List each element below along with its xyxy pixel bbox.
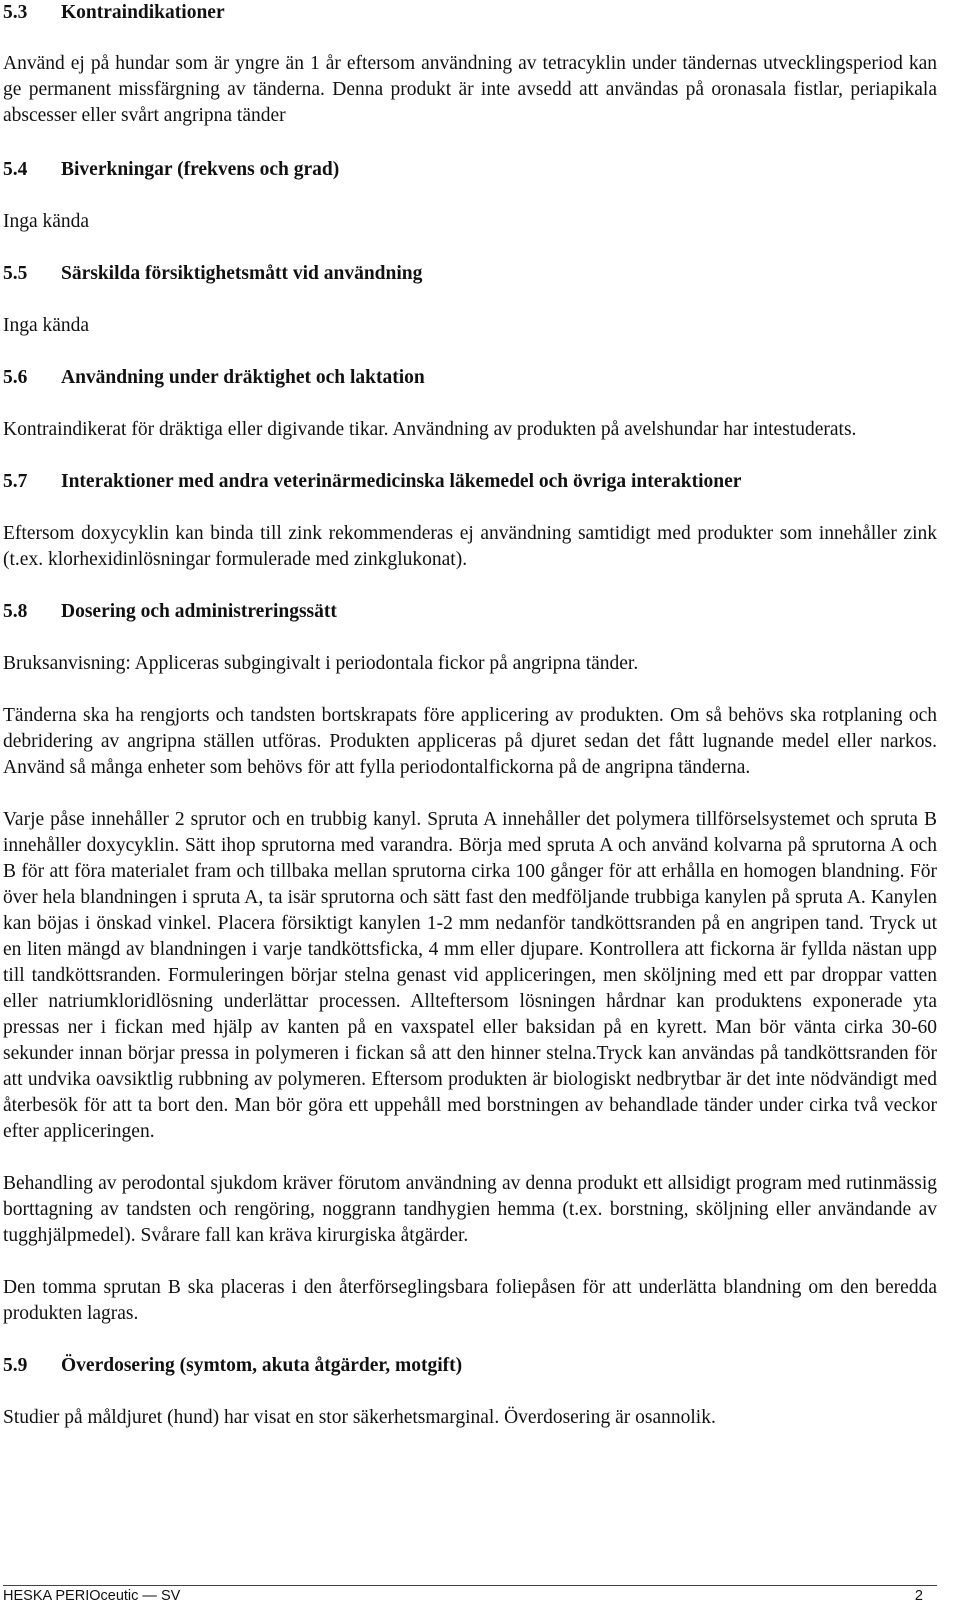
paragraph: Den tomma sprutan B ska placeras i den återförseglingsbara foliepåsen för att underlätta blandning om den beredda produkten lagras. — [3, 1277, 937, 1324]
paragraph: Varje påse innehåller 2 sprutor och en trubbig kanyl. Spruta A innehåller det polymera tillförselsystemet och spruta B innehåller doxycyklin. Sätt ihop sprutorna med varandra. Börja med spruta A och använd kolvarna på sprutorna A och B för att föra materialet fram och tillbaka mellan sprutorna cirka 100 gånger för att erhålla en homogen blandning. För över hela blandningen i spruta A, ta isär sprutorna och sätt fast den medföljande trubbiga kanylen på spruta A. Kanylen kan böjas i önskad vinkel. Placera försiktigt kanylen 1-2 mm nedanför tandköttsranden på en angripen tand. Tryck ut en liten mängd av blandningen i varje tandköttsficka, 4 mm eller djupare. Kontrollera att fickorna är fyllda nästan upp till tandköttsranden. Formuleringen börjar stelna genast vid appliceringen, men sköljning med ett par droppar vatten eller natriumkloridlösning underlättar processen. Allteftersom lösningen hårdnar kan produktens exponerade yta pressas ner i fickan med hjälp av kanten på en vaxspatel eller baksidan på en kyrett. Man bör vänta cirka 30-60 sekunder innan börjar pressa in polymeren i fickan så att den hinner stelna.Tryck kan användas på tandköttsranden för att undvika oavsiktlig rubbning av polymeren. Eftersom produkten är biologiskt nedbrytbar är det inte nödvändigt med återbesök för att ta bort den. Man bör göra ett uppehåll med borstningen av behandlade tänder under cirka två veckor efter appliceringen. — [3, 809, 937, 1142]
section-title: Särskilda försiktighetsmått vid användning — [61, 263, 423, 284]
section-number: 5.7 — [3, 471, 28, 492]
section-number: 5.5 — [3, 263, 28, 284]
section-heading-5-6 — [3, 365, 937, 391]
paragraph: Behandling av perodontal sjukdom kräver förutom användning av denna produkt ett allsidigt program med rutinmässig borttagning av tandsten och rengöring, noggrann tandhygien hemma (t.ex. borstning, sköljning eller användande av tugghjälpmedel). Svårare fall kan kräva kirurgiska åtgärder. — [3, 1173, 937, 1246]
paragraph: Inga kända — [3, 315, 90, 336]
paragraph: Tänderna ska ha rengjorts och tandsten bortskrapats före applicering av produkten. Om så behövs ska rotplaning och debridering av angripna ställen utföras. Produkten appliceras på djuret sedan det fått lugnande medel eller narkos. Använd så många enheter som behövs för att fylla periodontalfickorna på de angripna tänderna. — [3, 705, 937, 778]
paragraph: Inga kända — [3, 211, 90, 232]
section-heading-5-9 — [3, 1353, 937, 1379]
paragraph: Kontraindikerat för dräktiga eller digivande tikar. Användning av produkten på avelshundar har intestuderats. — [3, 419, 857, 440]
section-title: Användning under dräktighet och laktation — [61, 367, 425, 388]
paragraph: Eftersom doxycyklin kan binda till zink rekommenderas ej användning samtidigt med produkter som innehåller zink (t.ex. klorhexidinlösningar formulerade med zinkglukonat). — [3, 523, 937, 570]
section-number: 5.3 — [3, 2, 28, 23]
section-number: 5.8 — [3, 601, 28, 622]
document-body — [3, 0, 937, 1431]
section-heading-5-8 — [3, 599, 937, 625]
section-number: 5.4 — [3, 159, 28, 180]
footer-product: HESKA PERIOceutic — SV — [3, 1588, 181, 1604]
page-footer — [3, 1586, 923, 1606]
section-heading-5-4 — [3, 157, 937, 183]
page-number: 2 — [914, 1588, 923, 1604]
section-title: Biverkningar (frekvens och grad) — [61, 159, 340, 180]
section-title: Dosering och administreringssätt — [61, 601, 337, 622]
section-title: Överdosering (symtom, akuta åtgärder, motgift) — [61, 1355, 463, 1376]
paragraph: Bruksanvisning: Appliceras subgingivalt i periodontala fickor på angripna tänder. — [3, 653, 639, 674]
section-number: 5.9 — [3, 1355, 28, 1376]
section-heading-5-7 — [3, 469, 937, 495]
section-number: 5.6 — [3, 367, 28, 388]
section-title: Kontraindikationer — [61, 2, 225, 23]
section-heading-5-5 — [3, 261, 937, 287]
section-title: Interaktioner med andra veterinärmedicinska läkemedel och övriga interaktioner — [61, 471, 742, 492]
paragraph: Studier på måldjuret (hund) har visat en stor säkerhetsmarginal. Överdosering är osannolik. — [3, 1407, 716, 1428]
paragraph: Använd ej på hundar som är yngre än 1 år eftersom användning av tetracyklin under tändernas utvecklingsperiod kan ge permanent missfärgning av tänderna. Denna produkt är inte avsedd att användas på oronasala fistlar, periapikala abscesser eller svårt angripna tänder — [3, 53, 937, 126]
section-heading-5-3 — [3, 0, 937, 26]
